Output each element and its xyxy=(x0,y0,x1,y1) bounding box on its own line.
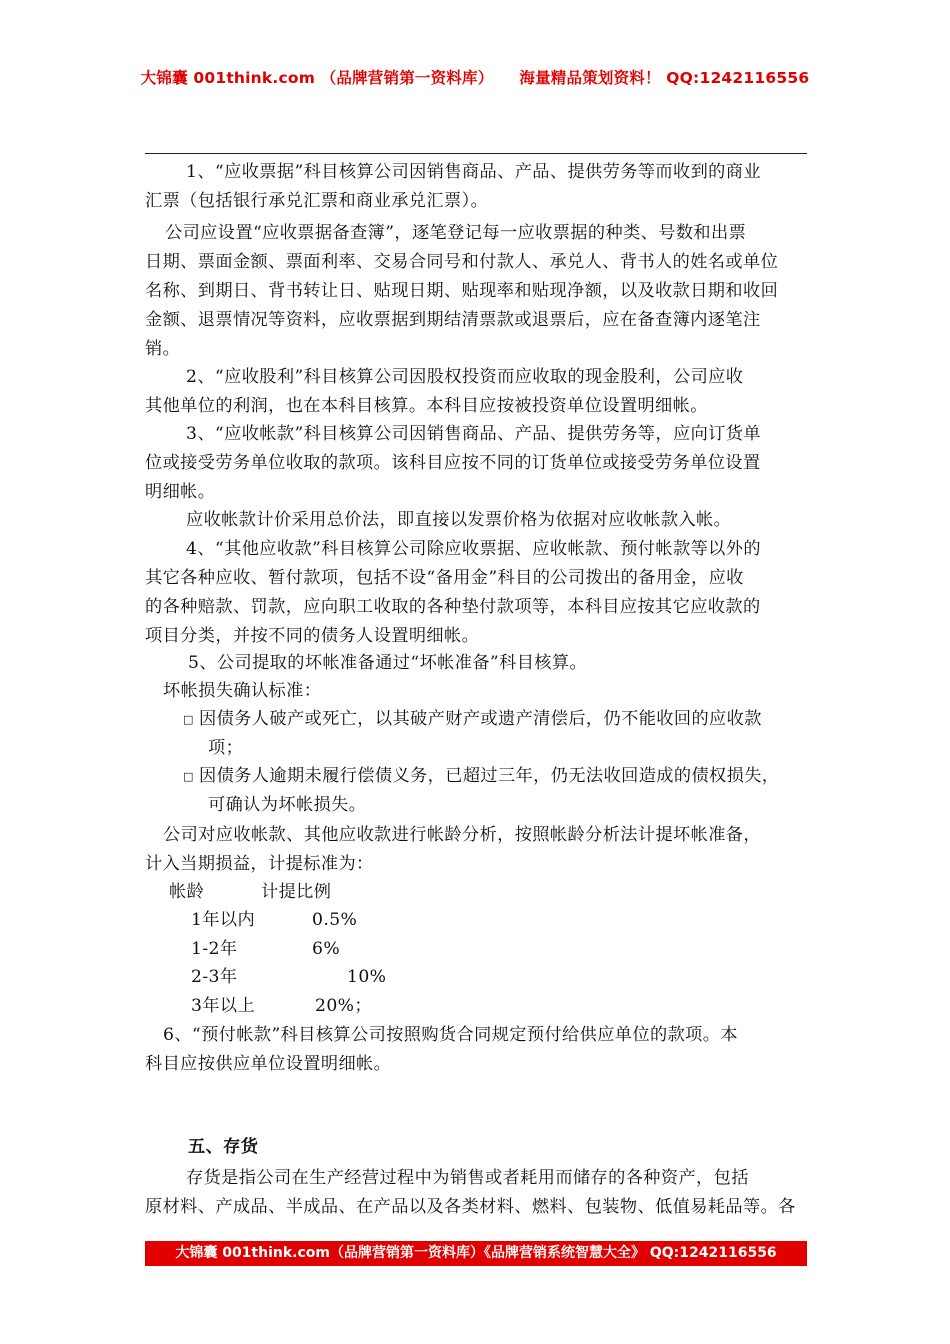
table-cell-age: 1-2年 xyxy=(191,939,238,959)
table-cell-age: 3年以上 xyxy=(191,996,256,1016)
checkbox-bullet-icon: □ xyxy=(183,770,194,783)
bullet-line: 可确认为坏帐损失。 xyxy=(208,795,367,815)
table-cell-rate: 20%； xyxy=(315,996,372,1016)
paragraph-line: 存货是指公司在生产经营过程中为销售或者耗用而储存的各种资产，包括 xyxy=(186,1168,749,1188)
paragraph-line: 其他单位的利润，也在本科目核算。本科目应按被投资单位设置明细帐。 xyxy=(145,396,708,416)
paragraph-line: 名称、到期日、背书转让日、贴现日期、贴现率和贴现净额，以及收款日期和收回 xyxy=(145,281,779,301)
paragraph-line: 5、公司提取的坏帐准备通过“坏帐准备”科目核算。 xyxy=(188,653,588,673)
paragraph-line: 原材料、产成品、半成品、在产品以及各类材料、燃料、包装物、低值易耗品等。各 xyxy=(145,1197,796,1217)
paragraph-line: 日期、票面金额、票面利率、交易合同号和付款人、承兑人、背书人的姓名或单位 xyxy=(145,252,779,272)
bullet-line: 因债务人逾期未履行偿债义务，已超过三年，仍无法收回造成的债权损失， xyxy=(199,766,780,786)
paragraph-line: 2、“应收股利”科目核算公司因股权投资而应收取的现金股利，公司应收 xyxy=(186,367,744,387)
bullet-line: 项； xyxy=(208,738,244,758)
paragraph-line: 其它各种应收、暂付款项，包括不设“备用金”科目的公司拨出的备用金，应收 xyxy=(145,568,744,588)
paragraph-line: 金额、退票情况等资料，应收票据到期结清票款或退票后，应在备查簿内逐笔注 xyxy=(145,310,761,330)
page-header xyxy=(0,66,950,88)
paragraph-line: 明细帐。 xyxy=(145,482,216,502)
section-title: 五、存货 xyxy=(188,1137,259,1157)
table-header-rate: 计提比例 xyxy=(261,882,332,902)
table-cell-age: 1年以内 xyxy=(191,910,256,930)
table-cell-rate: 0.5% xyxy=(312,910,358,930)
header-left-text: 大锦囊 001think.com （品牌营销第一资料库） xyxy=(140,69,494,87)
page-footer-banner: 大锦囊 001think.com（品牌营销第一资料库）《品牌营销系统智慧大全》 QQ:1242116556 xyxy=(145,1241,807,1266)
paragraph-line: 计入当期损益，计提标准为： xyxy=(145,854,374,874)
paragraph-line: 公司应设置“应收票据备查簿”，逐笔登记每一应收票据的种类、号数和出票 xyxy=(165,223,747,243)
paragraph-line: 1、“应收票据”科目核算公司因销售商品、产品、提供劳务等而收到的商业 xyxy=(186,162,761,182)
paragraph-line: 汇票（包括银行承兑汇票和商业承兑汇票）。 xyxy=(145,191,489,211)
paragraph-line: 项目分类，并按不同的债务人设置明细帐。 xyxy=(145,626,480,646)
paragraph-line: 位或接受劳务单位收取的款项。该科目应按不同的订货单位或接受劳务单位设置 xyxy=(145,453,761,473)
table-cell-age: 2-3年 xyxy=(191,967,238,987)
table-cell-rate: 6% xyxy=(312,939,341,959)
paragraph-line: 销。 xyxy=(145,339,181,359)
paragraph-line: 科目应按供应单位设置明细帐。 xyxy=(145,1054,392,1074)
table-header-age: 帐龄 xyxy=(169,882,205,902)
header-divider xyxy=(145,153,807,154)
paragraph-line: 公司对应收帐款、其他应收款进行帐龄分析，按照帐龄分析法计提坏帐准备， xyxy=(163,825,761,845)
bullet-line: 因债务人破产或死亡，以其破产财产或遗产清偿后，仍不能收回的应收款 xyxy=(199,709,762,729)
table-cell-rate: 10% xyxy=(347,967,387,987)
paragraph-line: 6、“预付帐款”科目核算公司按照购货合同规定预付给供应单位的款项。本 xyxy=(163,1025,738,1045)
paragraph-line: 的各种赔款、罚款，应向职工收取的各种垫付款项等，本科目应按其它应收款的 xyxy=(145,597,761,617)
checkbox-bullet-icon: □ xyxy=(183,713,194,726)
paragraph-line: 4、“其他应收款”科目核算公司除应收票据、应收帐款、预付帐款等以外的 xyxy=(186,539,761,559)
paragraph-line: 3、“应收帐款”科目核算公司因销售商品、产品、提供劳务等，应向订货单 xyxy=(186,424,761,444)
paragraph-line: 应收帐款计价采用总价法，即直接以发票价格为依据对应收帐款入帐。 xyxy=(186,510,732,530)
paragraph-line: 坏帐损失确认标准： xyxy=(163,681,322,701)
header-right-text: 海量精品策划资料！ QQ:1242116556 xyxy=(519,69,810,87)
